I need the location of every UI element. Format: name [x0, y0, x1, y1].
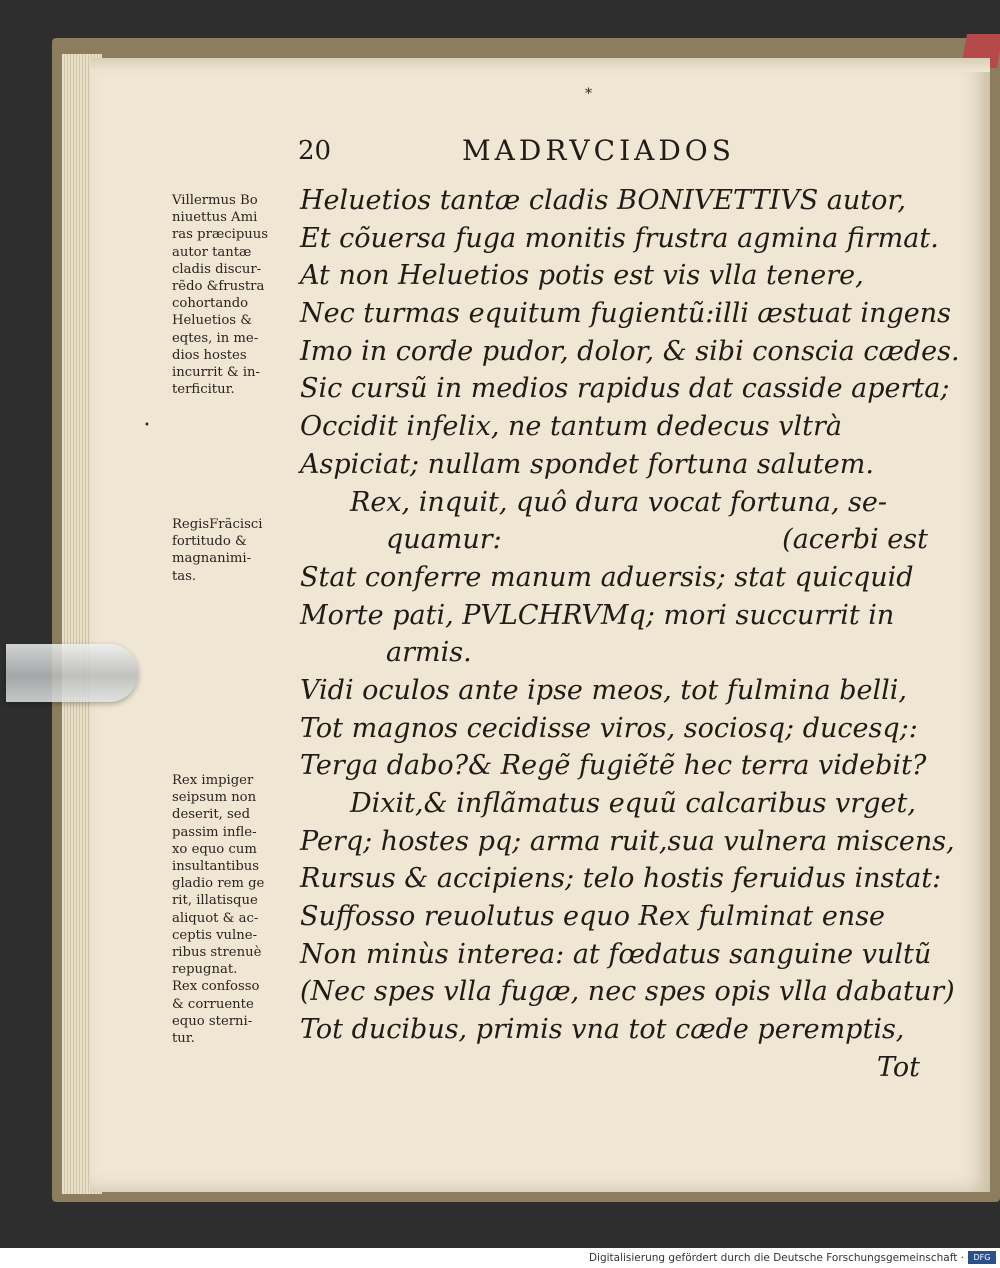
- verse-line: Imo in corde pudor, dolor, & sibi conscia cædes.: [300, 335, 960, 367]
- verse-line: Tot magnos cecidisse viros, sociosq; ducesq;:: [300, 712, 918, 744]
- verse-fragment: quamur:: [386, 524, 502, 556]
- verse-line: Heluetios tantæ cladis BONIVETTIVS autor,: [300, 185, 906, 216]
- verse-line: Perq; hostes pq; arma ruit,sua vulnera miscens,: [300, 825, 955, 857]
- verse-line: Aspiciat; nullam spondet fortuna salutem.: [300, 448, 874, 480]
- running-head: MADRVCIADOS: [462, 134, 735, 167]
- verse-line: Suffosso reuolutus equo Rex fulminat ense: [300, 901, 886, 933]
- margin-note-francis: RegisFrãcisci fortitudo & magnanimi- tas.: [172, 517, 263, 584]
- verse-line: Stat conferre manum aduersis; stat quicquid: [300, 561, 914, 593]
- verse-line: Dixit,& inflãmatus equũ calcaribus vrget,: [350, 788, 916, 819]
- verse-line: (Nec spes vlla fugæ, nec spes opis vlla dabatur): [300, 976, 955, 1008]
- verse-line: Terga dabo?& Regẽ fugiẽtẽ hec terra videbit?: [300, 750, 927, 782]
- catchword: Tot: [876, 1051, 920, 1083]
- verse-line: Rex, inquit, quô dura vocat fortuna, se-: [350, 486, 887, 518]
- verse-line: Sic cursũ in medios rapidus dat casside aperta;: [300, 373, 950, 405]
- plexiglass-page-holder: [6, 644, 138, 702]
- footer-bar: [0, 1248, 1000, 1268]
- verse-line: Rursus & accipiens; telo hostis feruidus instat:: [300, 863, 942, 895]
- verse-line-split: [300, 521, 928, 559]
- verse-line: Morte pati, PVLCHRVMq; mori succurrit in: [300, 599, 895, 631]
- verse-line: Tot ducibus, primis vna tot cæde peremptis,: [300, 1014, 905, 1046]
- verse-line: Nec turmas equitum fugientũ:illi æstuat ingens: [300, 298, 951, 330]
- verse-line: At non Heluetios potis est vis vlla tenere,: [300, 260, 864, 292]
- page-number: 20: [298, 136, 332, 166]
- verse-line: armis.: [386, 637, 472, 669]
- page-fold-shadow: [90, 58, 990, 72]
- verse-line: Occidit infelix, ne tantum dedecus vltrà: [300, 411, 842, 443]
- verse-line: Et cõuersa fuga monitis frustra agmina firmat.: [300, 222, 939, 254]
- verse-fragment: (acerbi est: [782, 524, 928, 556]
- margin-bullet: •: [144, 420, 150, 431]
- dfg-credit: Digitalisierung gefördert durch die Deutsche Forschungsgemeinschaft ·: [588, 1252, 964, 1264]
- verse-line: Non minùs interea: at fœdatus sanguine vultũ: [300, 938, 932, 970]
- margin-note-bonivettius: Villermus Bo niuettus Ami ras præcipuus autor tantæ cladis discur- rẽdo &frustra cohortando Heluetios & eqtes, in me- dios hostes incurrit & in- terficitur.: [172, 193, 269, 398]
- verse-line: Vidi oculos ante ipse meos, tot fulmina belli,: [300, 674, 907, 706]
- verse-text: [300, 182, 960, 1087]
- margin-note-rex-impiger: Rex impiger seipsum non deserit, sed passim infle- xo equo cum insultantibus gladio rem ge rit, illatisque aliquot & ac- ceptis vulne- ribus strenuè repugnat. Rex confosso & corruente equo sterni- tur.: [172, 773, 265, 1047]
- dfg-logo-icon: DFG: [968, 1251, 996, 1264]
- ornament-star: *: [585, 86, 592, 102]
